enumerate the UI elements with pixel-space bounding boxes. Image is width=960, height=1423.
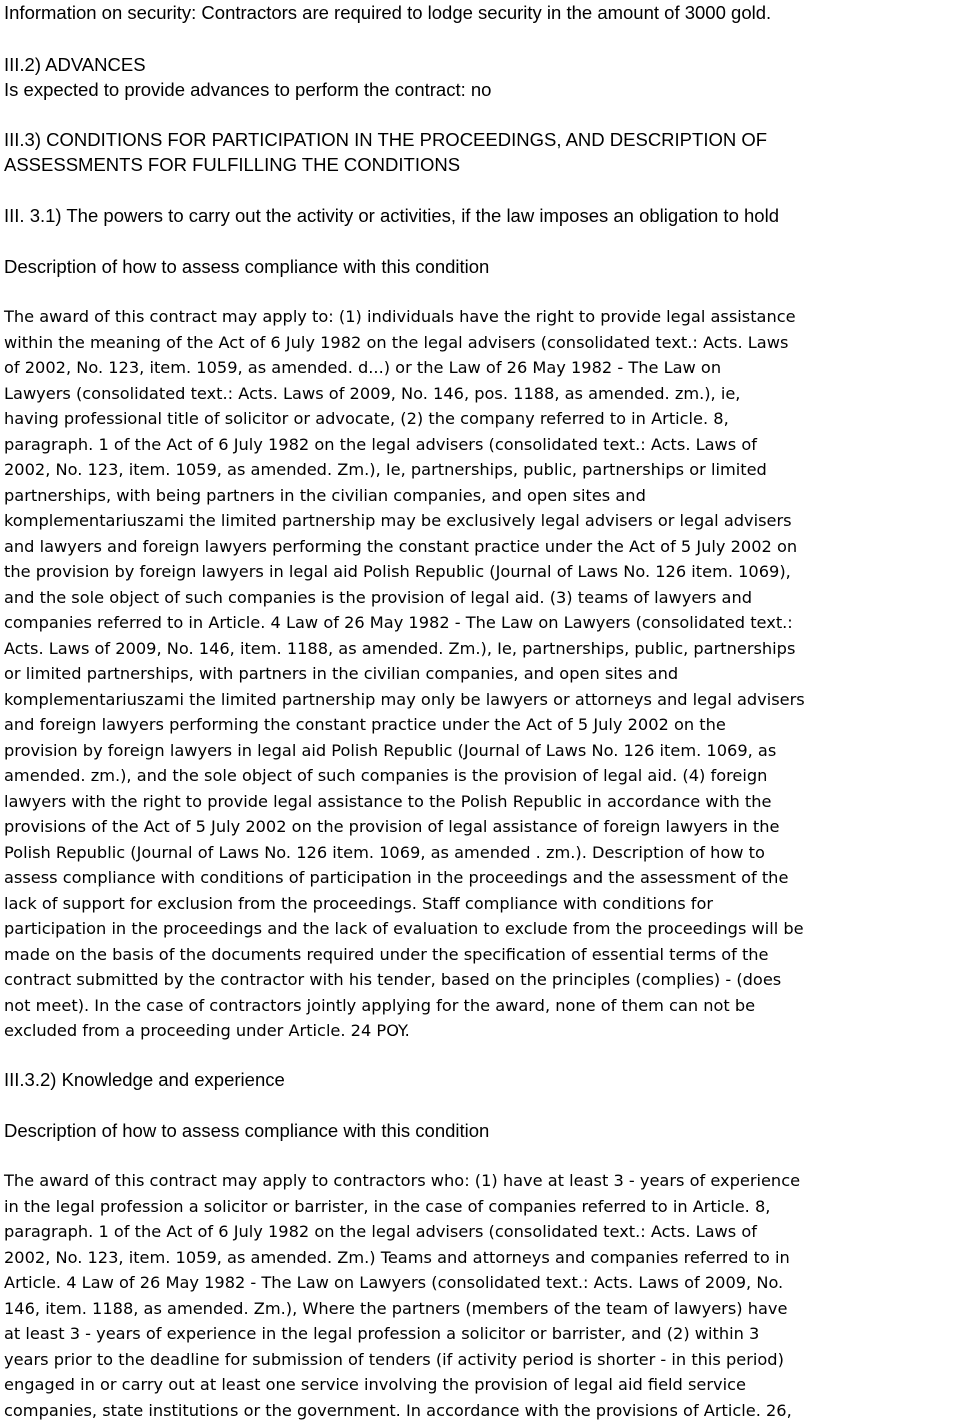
body-text-line: 2002, No. 123, item. 1059, as amended. Zm.) Teams and attorneys and companies referred to in xyxy=(4,1247,790,1267)
body-text-line: of 2002, No. 123, item. 1059, as amended. d...) or the Law of 26 May 1982 - The Law on xyxy=(4,358,722,377)
body-text-line: at least 3 - years of experience in the legal profession a solicitor or barrister, and (2) within 3 xyxy=(4,1324,760,1343)
body-text-line: partnerships, with being partners in the civilian companies, and open sites and xyxy=(4,485,646,505)
body-text-line: excluded from a proceeding under Article. 24 POY. xyxy=(4,1021,410,1040)
body-text-line: lack of support for exclusion from the proceedings. Staff compliance with conditions for xyxy=(4,893,714,913)
body-text-line: not meet). In the case of contractors jointly applying for the award, none of them can not be xyxy=(4,995,756,1015)
body-text-line: contract submitted by the contractor with his tender, based on the principles (complies) - (does xyxy=(4,970,782,989)
body-text-line: paragraph. 1 of the Act of 6 July 1982 on the legal advisers (consolidated text.: Acts. Laws of xyxy=(4,434,757,454)
body-text-line: Lawyers (consolidated text.: Acts. Laws of 2009, No. 146, pos. 1188, as amended. zm.), ie, xyxy=(4,383,741,403)
section-3-1-heading: III. 3.1) The powers to carry out the activity or activities, if the law imposes an obligation to hold xyxy=(4,205,779,226)
section-3-1-label: Description of how to assess compliance with this condition xyxy=(4,256,490,277)
advances-heading: III.2) ADVANCES xyxy=(4,54,146,75)
body-text-line: lawyers with the right to provide legal assistance to the Polish Republic in accordance with the xyxy=(4,791,772,811)
conditions-heading-line: ASSESSMENTS FOR FULFILLING THE CONDITIONS xyxy=(4,154,461,175)
body-text-line: within the meaning of the Act of 6 July 1982 on the legal advisers (consolidated text.: Acts. Laws xyxy=(4,332,789,352)
body-text-line: engaged in or carry out at least one service involving the provision of legal aid field service xyxy=(4,1375,746,1394)
body-text-line: the provision by foreign lawyers in legal aid Polish Republic (Journal of Laws No. 126 item. 1069), xyxy=(4,562,791,581)
body-text-line: and lawyers and foreign lawyers performing the constant practice under the Act of 5 July 2002 on xyxy=(4,536,798,556)
body-text-line: and the sole object of such companies is the provision of legal aid. (3) teams of lawyers and xyxy=(4,587,752,607)
section-3-2-label: Description of how to assess compliance with this condition xyxy=(4,1120,490,1141)
section-3-2-heading: III.3.2) Knowledge and experience xyxy=(4,1069,285,1090)
body-text-line: 2002, No. 123, item. 1059, as amended. Zm.), Ie, partnerships, public, partnerships or limited xyxy=(4,460,767,479)
body-text-line: and foreign lawyers performing the constant practice under the Act of 5 July 2002 on the xyxy=(4,715,726,734)
advances-text: Is expected to provide advances to perform the contract: no xyxy=(4,79,492,100)
body-text-line: Article. 4 Law of 26 May 1982 - The Law on Lawyers (consolidated text.: Acts. Laws of 2009, No. xyxy=(4,1273,784,1292)
conditions-heading-line: III.3) CONDITIONS FOR PARTICIPATION IN THE PROCEEDINGS, AND DESCRIPTION OF xyxy=(4,129,768,150)
body-text-line: companies referred to in Article. 4 Law of 26 May 1982 - The Law on Lawyers (consolidated text.: xyxy=(4,613,793,632)
body-text-line: assess compliance with conditions of participation in the proceedings and the assessment of the xyxy=(4,868,789,887)
security-info: Information on security: Contractors are required to lodge security in the amount of 3000 gold. xyxy=(4,2,772,23)
body-text-line: The award of this contract may apply to contractors who: (1) have at least 3 - years of experience xyxy=(4,1171,801,1190)
body-text-line: komplementariuszami the limited partnership may be exclusively legal advisers or legal advisers xyxy=(4,511,792,530)
body-text-line: companies, state institutions or the government. In accordance with the provisions of Article. 26, xyxy=(4,1400,792,1420)
body-text-line: Acts. Laws of 2009, No. 146, item. 1188, as amended. Zm.), Ie, partnerships, public, partnerships xyxy=(4,638,796,658)
body-text-line: or limited partnerships, with partners in the civilian companies, and open sites and xyxy=(4,664,679,683)
body-text-line: 146, item. 1188, as amended. Zm.), Where the partners (members of the team of lawyers) have xyxy=(4,1298,788,1318)
body-text-line: participation in the proceedings and the lack of evaluation to exclude from the proceedings will be xyxy=(4,919,804,938)
body-text-line: provision by foreign lawyers in legal aid Polish Republic (Journal of Laws No. 126 item. 1069, as xyxy=(4,740,777,760)
body-text-line: having professional title of solicitor or advocate, (2) the company referred to in Article. 8, xyxy=(4,409,729,428)
body-text-line: provisions of the Act of 5 July 2002 on the provision of legal assistance of foreign lawyers in the xyxy=(4,817,780,836)
body-text-line: years prior to the deadline for submission of tenders (if activity period is shorter - in this period) xyxy=(4,1349,784,1369)
body-text-line: The award of this contract may apply to: (1) individuals have the right to provide legal assistance xyxy=(4,307,796,326)
body-text-line: paragraph. 1 of the Act of 6 July 1982 on the legal advisers (consolidated text.: Acts. Laws of xyxy=(4,1222,757,1241)
body-text-line: Polish Republic (Journal of Laws No. 126 item. 1069, as amended . zm.). Description of how to xyxy=(4,842,765,862)
body-text-line: komplementariuszami the limited partnership may only be lawyers or attorneys and legal advisers xyxy=(4,689,805,709)
body-text-line: amended. zm.), and the sole object of such companies is the provision of legal aid. (4) foreign xyxy=(4,766,768,785)
body-text-line: in the legal profession a solicitor or barrister, in the case of companies referred to in Article. 8, xyxy=(4,1196,771,1216)
body-text-line: made on the basis of the documents required under the specification of essential terms of the xyxy=(4,944,769,964)
